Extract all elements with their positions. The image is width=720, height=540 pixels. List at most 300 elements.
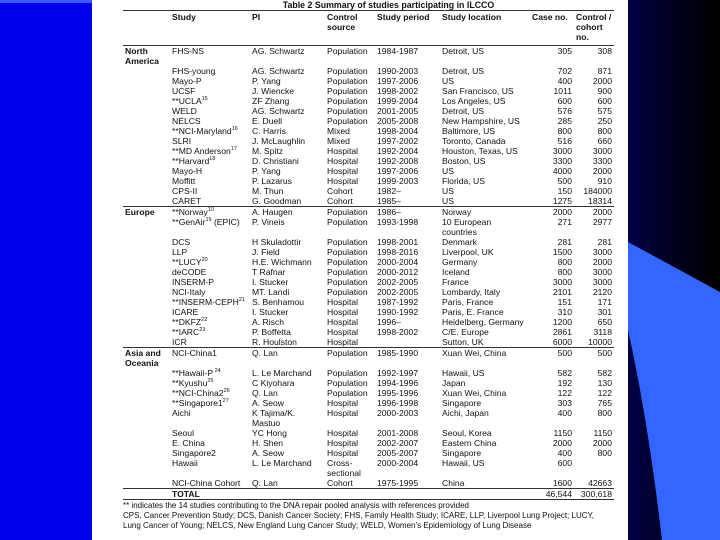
control-source: Population	[327, 388, 368, 398]
region-label	[123, 297, 170, 307]
study-location: Los Angeles, US	[442, 96, 506, 106]
study-name-text: ICR	[172, 337, 187, 347]
study-name	[170, 106, 250, 116]
table-row	[123, 186, 614, 196]
pi-name: C Kiyohara	[252, 378, 295, 388]
region-label	[123, 166, 170, 176]
table-row	[123, 146, 614, 156]
study-location: Toronto, Canada	[442, 136, 506, 146]
reference-superscript: 18	[209, 156, 216, 162]
table-row	[123, 166, 614, 176]
table-row	[123, 76, 614, 86]
study-name-text: **IARC	[172, 327, 200, 337]
study-location: Detroit, US	[442, 106, 485, 116]
table-row	[123, 66, 614, 76]
study-period: 1987-1992	[377, 297, 419, 307]
pi-name: C. Harris	[252, 126, 286, 136]
table-row	[123, 348, 614, 369]
control-count: 2120	[592, 287, 612, 297]
study-location: Hawaii, US	[442, 458, 485, 468]
studies-table	[123, 10, 614, 500]
table-row	[123, 277, 614, 287]
control-source: Hospital	[327, 438, 359, 448]
table-title: Table 2 Summary of studies participating in ILCCO	[282, 0, 495, 10]
region-label	[123, 136, 170, 146]
study-name	[170, 126, 250, 136]
study-name-text: **GenAir	[172, 217, 206, 227]
control-source: Population	[325, 348, 375, 369]
study-period: 1982–	[377, 186, 401, 196]
table-row	[123, 46, 614, 67]
case-count: 150	[557, 186, 572, 196]
study-name	[170, 448, 250, 458]
table-row	[123, 378, 614, 388]
control-source: Population	[327, 267, 368, 277]
table-row	[123, 267, 614, 277]
region-label	[123, 126, 170, 136]
study-name-text: **MD Anderson	[172, 146, 231, 156]
pi-name: ZF Zhang	[252, 96, 290, 106]
table-row	[123, 398, 614, 408]
pi-name: I. Stucker	[252, 277, 289, 287]
study-name	[170, 116, 250, 126]
case-count: 1200	[552, 317, 572, 327]
region-label	[123, 287, 170, 297]
study-name	[170, 428, 250, 438]
control-count: 660	[597, 136, 612, 146]
region-label	[123, 408, 170, 428]
study-name	[170, 378, 250, 388]
table-document	[123, 0, 614, 531]
study-name-text: **NCI-China2	[172, 388, 224, 398]
control-count: 800	[597, 408, 612, 418]
region-label	[123, 337, 170, 348]
case-count: 281	[557, 237, 572, 247]
control-source: Hospital	[327, 337, 359, 347]
control-source: Hospital	[327, 307, 359, 317]
study-name-text: FHS-NS	[172, 46, 204, 56]
study-location: Hawaii, US	[442, 368, 485, 378]
pi-name: H. Shen	[252, 438, 284, 448]
table-row	[123, 207, 614, 218]
study-name	[170, 46, 250, 67]
study-name	[170, 317, 250, 327]
control-count: 130	[597, 378, 612, 388]
case-count: 192	[557, 378, 572, 388]
study-name	[170, 96, 250, 106]
region-label	[123, 317, 170, 327]
study-location: New Hampshire, US	[442, 116, 520, 126]
study-name	[170, 307, 250, 317]
study-name-text: Hawaii	[172, 458, 198, 468]
region-label	[123, 66, 170, 76]
control-source: Hospital	[327, 327, 359, 337]
study-name-text: NELCS	[172, 116, 201, 126]
case-count: 576	[557, 106, 572, 116]
control-count: 900	[597, 86, 612, 96]
study-location: Houston, Texas, US	[442, 146, 518, 156]
study-period: 2000-2003	[377, 408, 419, 418]
region-label	[123, 196, 170, 207]
control-source: Hospital	[327, 428, 359, 438]
case-count: 2000	[530, 207, 574, 218]
case-count: 2861	[552, 327, 572, 337]
reference-superscript: 24	[213, 368, 221, 374]
control-count: 3000	[592, 277, 612, 287]
pi-name: P. Boffetta	[252, 327, 291, 337]
control-count: 250	[597, 116, 612, 126]
control-count: 10000	[588, 337, 612, 347]
study-name	[170, 76, 250, 86]
study-location: 10 European countries	[442, 217, 492, 237]
header-study: Study	[172, 12, 196, 22]
pi-name: M. Thun	[252, 186, 284, 196]
reference-superscript: 17	[230, 146, 237, 152]
control-count: 2000	[592, 76, 612, 86]
study-period: 1984-1987	[377, 46, 419, 56]
case-count: 3000	[552, 277, 572, 287]
case-count: 800	[557, 267, 572, 277]
header-region	[123, 11, 170, 46]
region-label	[123, 458, 170, 478]
study-location: Heidelberg, Germany	[442, 317, 524, 327]
control-source: Mixed	[327, 126, 350, 136]
study-location: Paris, E. France	[442, 307, 504, 317]
pi-name: H Skuladottir	[252, 237, 302, 247]
table-row	[123, 176, 614, 186]
region-label	[123, 96, 170, 106]
region-label	[123, 378, 170, 388]
study-name-text: Seoul	[172, 428, 194, 438]
study-name	[170, 86, 250, 96]
case-count: 702	[557, 66, 572, 76]
study-name	[170, 146, 250, 156]
slide-top-edge	[0, 0, 92, 3]
header-case-no: Case no.	[532, 12, 568, 22]
control-source: Cohort	[327, 478, 353, 488]
table-row	[123, 368, 614, 378]
study-name-text: **Singapore1	[172, 398, 223, 408]
reference-superscript: 27	[222, 398, 229, 404]
pi-name: AG. Schwartz	[252, 106, 305, 116]
study-name	[170, 478, 250, 489]
control-source: Hospital	[327, 317, 359, 327]
case-count: 582	[557, 368, 572, 378]
header-control-source: Control source	[327, 12, 358, 32]
study-name-text: WELD	[172, 106, 197, 116]
control-count: 18314	[588, 196, 612, 206]
reference-superscript: 15	[201, 96, 208, 102]
reference-superscript: 22	[201, 317, 208, 323]
study-location: US	[442, 76, 454, 86]
pi-name: J. Field	[252, 247, 280, 257]
study-period: 2000-2004	[377, 458, 419, 468]
case-count: 1011	[553, 86, 572, 96]
table-row	[123, 307, 614, 317]
study-period: 2002-2005	[377, 287, 419, 297]
study-name-text: CARET	[172, 196, 202, 206]
study-name	[170, 337, 250, 348]
study-location: Detroit, US	[442, 46, 485, 56]
region-label	[123, 368, 170, 378]
study-name-text: Moffitt	[172, 176, 196, 186]
study-name-text: **Kyushu	[172, 378, 208, 388]
total-label: TOTAL	[170, 489, 530, 500]
study-period: 1998-2002	[377, 327, 419, 337]
control-count: 575	[597, 106, 612, 116]
pi-name: MT. Landi	[252, 287, 290, 297]
case-count: 303	[557, 398, 572, 408]
control-count: 3118	[593, 327, 612, 337]
control-count: 600	[597, 96, 612, 106]
case-count: 600	[557, 458, 572, 468]
study-location: Norway	[440, 207, 530, 218]
footnote-asterisk: ** indicates the 14 studies contributing to the DNA repair pooled analysis with references provided	[123, 501, 469, 510]
control-source: Population	[327, 86, 368, 96]
study-name-text: INSERM-P	[172, 277, 215, 287]
region-label	[123, 257, 170, 267]
pi-name: H.E. Wichmann	[252, 257, 312, 267]
table-row	[123, 337, 614, 348]
control-count: 765	[597, 398, 612, 408]
header-control-no: Control / cohort no.	[576, 12, 612, 42]
case-count: 400	[557, 408, 572, 418]
control-source: Cohort	[327, 186, 353, 196]
study-period	[375, 337, 440, 348]
pi-name: P. Vineis	[252, 217, 285, 227]
case-count: 3000	[552, 146, 572, 156]
study-location: Baltimore, US	[442, 126, 496, 136]
study-location: Singapore	[442, 398, 482, 408]
study-period: 1998-2004	[377, 126, 419, 136]
pi-name: A. Seow	[252, 448, 285, 458]
study-period: 1990-2003	[377, 66, 419, 76]
study-location: Xuan Wei, China	[440, 348, 530, 369]
study-period: 1986–	[375, 207, 440, 218]
pi-name: L. Le Marchand	[252, 458, 312, 468]
case-count: 1500	[552, 247, 572, 257]
slide-right-band	[628, 0, 720, 540]
study-name	[170, 287, 250, 297]
control-source: Hospital	[327, 448, 359, 458]
study-period: 1994-1996	[377, 378, 419, 388]
case-count: 305	[557, 46, 572, 56]
pi-name: A. Haugen	[250, 207, 325, 218]
study-location: Xuan Wei, China	[442, 388, 507, 398]
footnotes	[123, 501, 614, 531]
study-period: 1992-2008	[377, 156, 419, 166]
reference-superscript: 26	[223, 388, 230, 394]
study-name-text: E. China	[172, 438, 205, 448]
region-label	[123, 156, 170, 166]
pi-name: A. Risch	[252, 317, 284, 327]
pi-name: L. Le Marchand	[252, 368, 312, 378]
decorative-swoosh-shape	[628, 0, 720, 540]
control-count: 281	[597, 237, 612, 247]
study-period: 1997-2002	[377, 136, 419, 146]
pi-name: J. Wiencke	[252, 86, 295, 96]
case-count: 285	[557, 116, 572, 126]
case-count: 1150	[553, 428, 572, 438]
control-count: 2000	[592, 257, 612, 267]
study-name-text: **Hawaii-P	[172, 368, 214, 378]
pi-name: Q. Lan	[252, 478, 278, 488]
header-study-period: Study period	[377, 12, 430, 22]
region-label	[123, 217, 170, 237]
control-source: Population	[327, 66, 368, 76]
region-label	[123, 247, 170, 257]
control-source: Cross-sectional	[327, 458, 361, 478]
study-location: US	[442, 196, 454, 206]
study-period: 1985-1990	[375, 348, 440, 369]
table-row	[123, 96, 614, 106]
study-location: Iceland	[442, 267, 470, 277]
study-name-text: Mayo-P	[172, 76, 202, 86]
table-row	[123, 217, 614, 237]
control-source: Population	[327, 106, 368, 116]
study-location: San Francisco, US	[442, 86, 514, 96]
study-name	[170, 207, 250, 218]
study-name	[170, 166, 250, 176]
study-period: 2001-2005	[377, 106, 419, 116]
region-label: North America	[125, 46, 159, 66]
table-row	[123, 116, 614, 126]
study-name	[170, 176, 250, 186]
control-count: 3000	[592, 146, 612, 156]
study-name-text: **Norway	[172, 207, 208, 217]
study-location: Seoul, Korea	[442, 428, 492, 438]
study-period: 1996–	[377, 317, 401, 327]
control-count: 800	[597, 126, 612, 136]
reference-superscript: 16	[231, 126, 238, 132]
pi-name: P. Yang	[252, 76, 281, 86]
control-source: Population	[327, 277, 368, 287]
study-name-text: **NCI-Maryland	[172, 126, 232, 136]
control-source: Population	[327, 368, 368, 378]
region-label	[123, 76, 170, 86]
study-name	[170, 438, 250, 448]
study-name-text: NCI-Italy	[172, 287, 206, 297]
control-source: Population	[327, 116, 368, 126]
case-count: 600	[557, 96, 572, 106]
total-control-count: 300,618	[574, 489, 614, 500]
study-name-text: NCI-China1	[172, 348, 217, 358]
pi-name: Q. Lan	[250, 348, 325, 369]
study-name	[170, 257, 250, 267]
study-name	[170, 398, 250, 408]
study-name	[170, 196, 250, 207]
region-label	[123, 237, 170, 247]
study-location: France	[442, 277, 469, 287]
table-row	[123, 237, 614, 247]
pi-name: AG. Schwartz	[252, 66, 305, 76]
total-spacer	[123, 489, 170, 500]
study-name	[170, 297, 250, 307]
study-name	[170, 458, 250, 478]
header-study-location: Study location	[442, 12, 502, 22]
control-source: Hospital	[327, 176, 359, 186]
study-location: Liverpool, UK	[442, 247, 494, 257]
pi-name: G. Goodman	[252, 196, 302, 206]
study-name	[170, 237, 250, 247]
study-period: 1998-2001	[377, 237, 419, 247]
pi-name: J. McLaughlin	[252, 136, 306, 146]
footnote-abbreviations: CPS, Cancer Prevention Study; DCS, Danish Cancer Society; FHS, Family Health Study; ICARE, LLP, Liverpool Lung Project; LUCY, Lung Cancer of Young; NELCS, New England Lung Cancer Study; WELD, Women’s Epidemiology of Lung Disease	[123, 511, 595, 530]
control-count: 122	[597, 388, 612, 398]
study-name	[170, 348, 250, 369]
study-location: Lombardy, Italy	[442, 287, 501, 297]
pi-name: T Rafnar	[252, 267, 286, 277]
study-location: Boston, US	[442, 156, 486, 166]
study-name	[170, 186, 250, 196]
pi-name: E. Duell	[252, 116, 283, 126]
case-count: 1275	[552, 196, 572, 206]
study-location: Singapore	[442, 448, 482, 458]
study-period: 1997-2006	[377, 166, 419, 176]
table-header-row	[123, 11, 614, 46]
table-row	[123, 136, 614, 146]
study-period: 2005-2007	[377, 448, 419, 458]
study-period: 2000-2012	[377, 267, 419, 277]
pi-name: R. Houlston	[252, 337, 297, 347]
table-row	[123, 388, 614, 398]
region-label	[123, 277, 170, 287]
table-row	[123, 428, 614, 438]
study-period: 1992-2004	[377, 146, 419, 156]
study-period: 1999-2004	[377, 96, 419, 106]
control-count: 2000	[592, 166, 612, 176]
control-source: Hospital	[327, 398, 359, 408]
study-name	[170, 247, 250, 257]
control-source: Hospital	[327, 146, 359, 156]
region-label	[123, 186, 170, 196]
total-case-count: 46,544	[530, 489, 574, 500]
study-location: Germany	[442, 257, 478, 267]
case-count: 516	[557, 136, 572, 146]
table-row	[123, 257, 614, 267]
control-source: Cohort	[327, 196, 353, 206]
control-source: Population	[327, 257, 368, 267]
region-label	[123, 307, 170, 317]
study-name	[170, 277, 250, 287]
study-name-text: **UCLA	[172, 96, 202, 106]
study-location: C/E. Europe	[442, 327, 489, 337]
control-count: 800	[597, 448, 612, 458]
table-row	[123, 438, 614, 448]
study-name	[170, 66, 250, 76]
study-name	[170, 156, 250, 166]
region-label	[123, 448, 170, 458]
study-name-text: Mayo-H	[172, 166, 203, 176]
pi-name: I. Stucker	[252, 307, 289, 317]
case-count: 500	[557, 176, 572, 186]
reference-superscript: 23	[199, 327, 206, 333]
study-name-text: CPS-II	[172, 186, 198, 196]
table-row	[123, 448, 614, 458]
region-label	[123, 398, 170, 408]
study-name-text: NCI-China Cohort	[172, 478, 241, 488]
reference-superscript: 10	[207, 207, 214, 213]
study-location: Sutton, UK	[442, 337, 484, 347]
header-pi: PI	[252, 12, 261, 22]
control-count: 650	[597, 317, 612, 327]
control-count: 301	[597, 307, 612, 317]
study-period: 1975-1995	[377, 478, 419, 488]
region-label	[123, 176, 170, 186]
study-location: Florida, US	[442, 176, 485, 186]
study-period: 1993-1998	[377, 217, 419, 227]
study-name-text: ICARE	[172, 307, 199, 317]
